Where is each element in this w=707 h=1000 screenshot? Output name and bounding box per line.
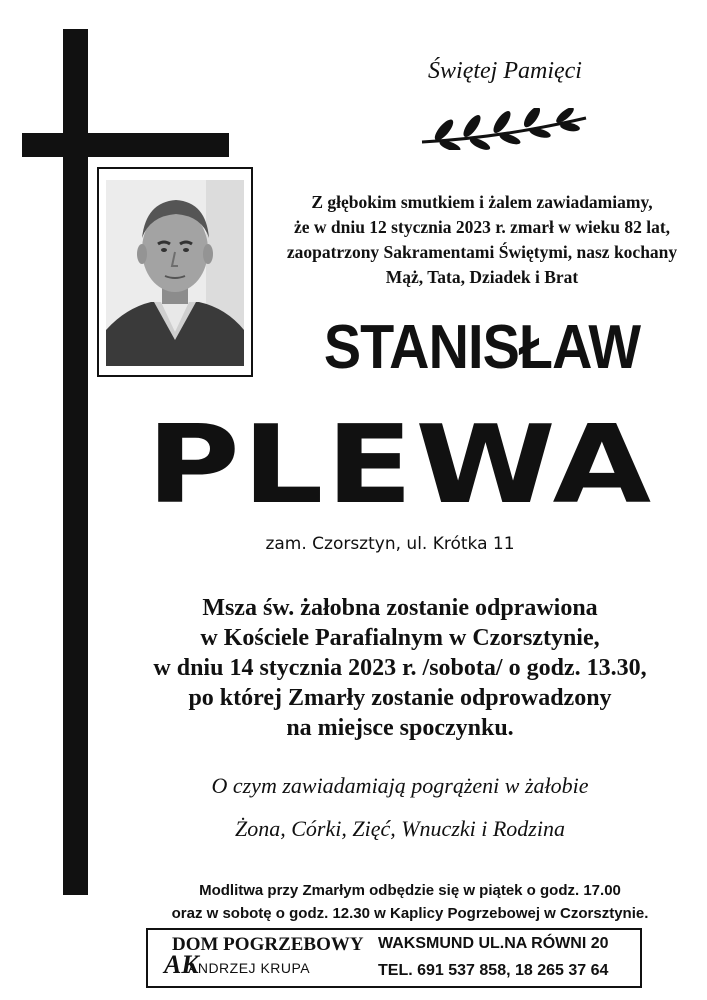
intro-line: że w dniu 12 stycznia 2023 r. zmarł w wieku 82 lat, bbox=[293, 217, 671, 237]
portrait-frame bbox=[97, 167, 253, 377]
olive-branch-icon bbox=[420, 108, 590, 150]
prayer-info bbox=[100, 879, 707, 925]
portrait-illustration bbox=[106, 180, 244, 366]
intro-line: zaopatrzony Sakramentami Świętymi, nasz kochany bbox=[286, 242, 678, 262]
notification-text: O czym zawiadamiają pogrążeni w żałobie bbox=[211, 773, 589, 798]
intro-line: Z głębokim smutkiem i żalem zawiadamiamy, bbox=[311, 192, 653, 212]
intro-text bbox=[262, 190, 702, 290]
family-list: Żona, Córki, Zięć, Wnuczki i Rodzina bbox=[235, 816, 565, 841]
funeral-home-logo: AK bbox=[164, 950, 199, 979]
deceased-first-name: STANISŁAW bbox=[323, 313, 641, 382]
cross-horizontal-bar bbox=[22, 133, 229, 157]
mass-line: w dniu 14 stycznia 2023 r. /sobota/ o godz. 13.30, bbox=[153, 655, 647, 681]
funeral-home-box bbox=[146, 928, 642, 988]
mass-line: po której Zmarły zostanie odprowadzony bbox=[188, 685, 612, 711]
funeral-home-owner: ANDRZEJ KRUPA bbox=[188, 960, 311, 976]
mass-line: na miejsce spoczynku. bbox=[286, 715, 514, 741]
funeral-home-phone: TEL. 691 537 858, 18 265 37 64 bbox=[378, 962, 609, 979]
portrait-photo bbox=[106, 180, 244, 366]
intro-line: Mąż, Tata, Dziadek i Brat bbox=[385, 267, 579, 287]
mass-line: Msza św. żałobna zostanie odprawiona bbox=[202, 595, 598, 621]
mass-info bbox=[100, 593, 700, 743]
header-title: Świętej Pamięci bbox=[428, 58, 582, 84]
funeral-home-address: WAKSMUND UL.NA RÓWNI 20 bbox=[378, 935, 609, 952]
mass-line: w Kościele Parafialnym w Czorsztynie, bbox=[200, 625, 600, 651]
prayer-line: Modlitwa przy Zmarłym odbędzie się w piątek o godz. 17.00 bbox=[199, 882, 621, 899]
deceased-surname: PLEWA bbox=[146, 403, 654, 528]
deceased-address: zam. Czorsztyn, ul. Krótka 11 bbox=[265, 534, 515, 554]
funeral-home-name: DOM POGRZEBOWY bbox=[172, 934, 364, 955]
prayer-line: oraz w sobotę o godz. 12.30 w Kaplicy Pogrzebowej w Czorsztynie. bbox=[171, 905, 649, 922]
